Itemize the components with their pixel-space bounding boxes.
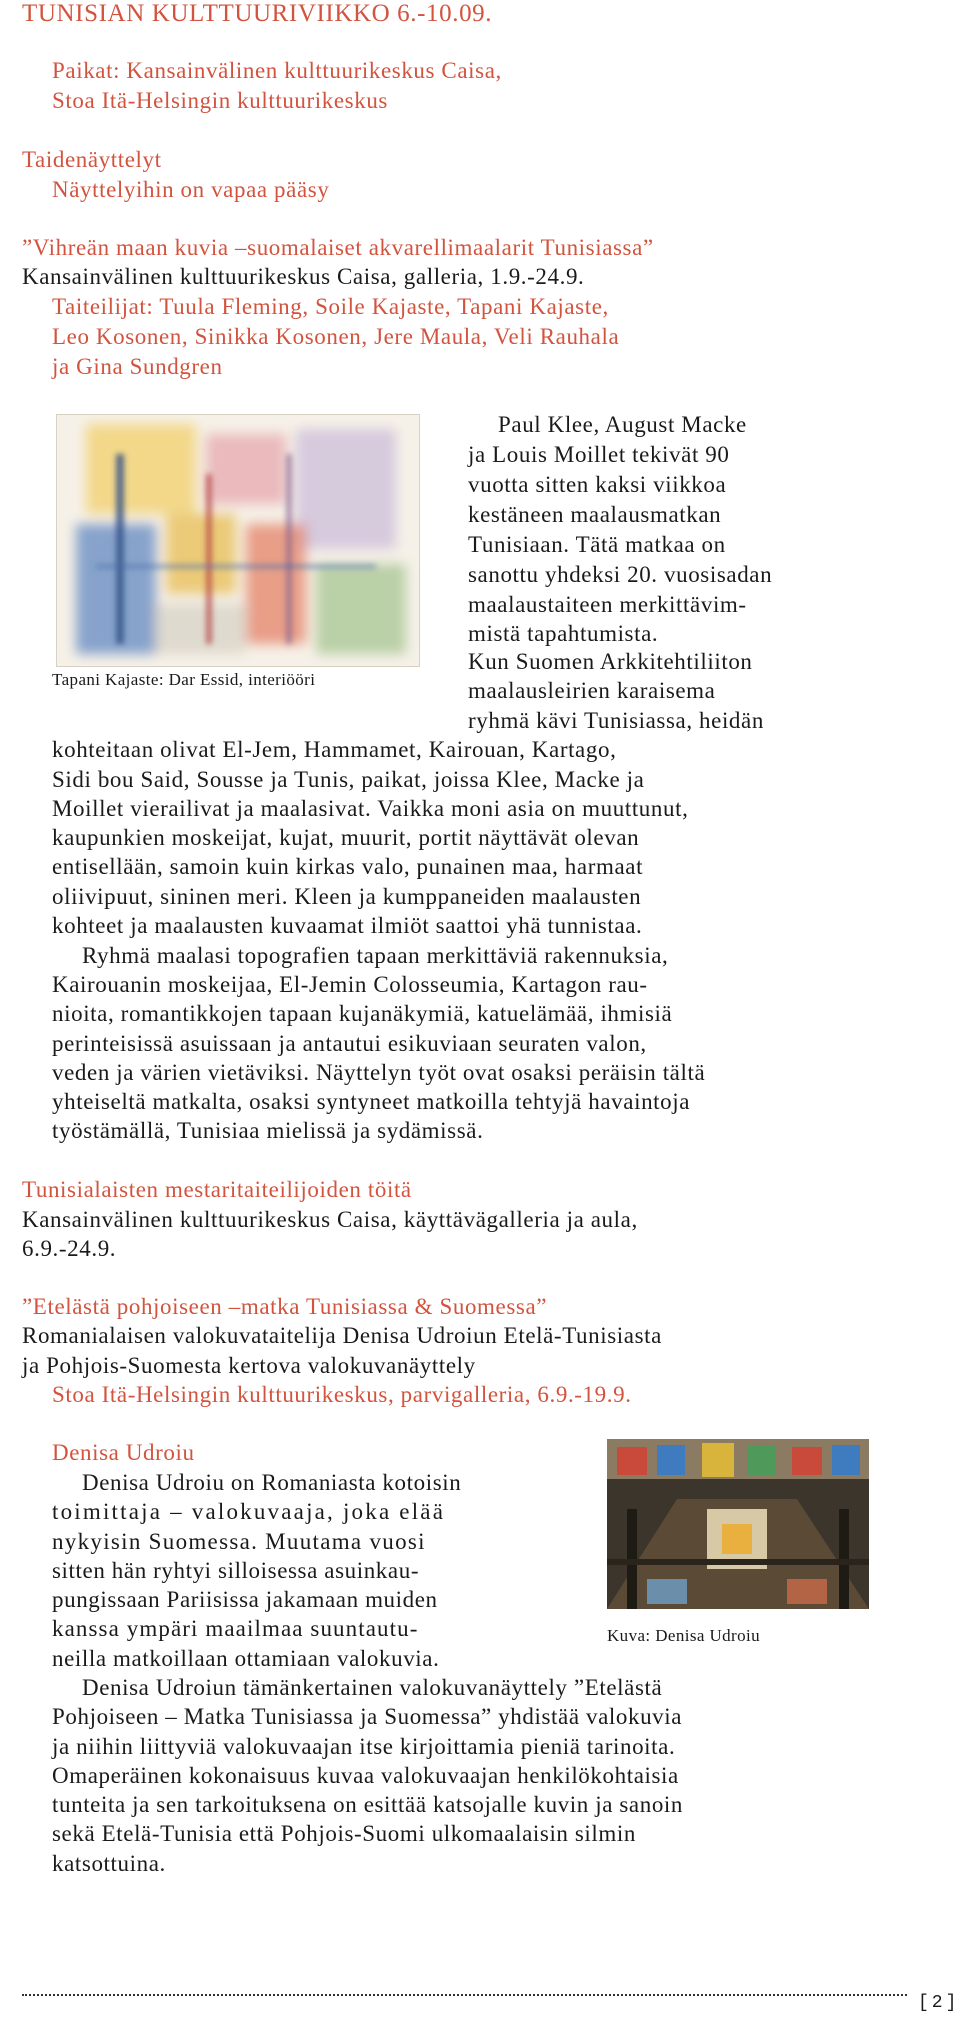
section3-place: Stoa Itä-Helsingin kulttuurikeskus, parvigalleria, 6.9.-19.9. — [52, 1382, 632, 1407]
section1-body-line: nioita, romantikkojen tapaan kujanäkymiä, katuelämää, ihmisiä — [52, 1001, 673, 1026]
venue-line: Paikat: Kansainvälinen kulttuurikeskus Caisa, — [52, 58, 502, 83]
section1-body-line: veden ja värien vietäviksi. Näyttelyn työt ovat osaksi peräisin tältä — [52, 1060, 706, 1085]
section4-side-line: Denisa Udroiu on Romaniasta kotoisin — [82, 1470, 462, 1495]
section3-line: Romanialaisen valokuvataitelija Denisa Udroiun Etelä-Tunisiasta — [22, 1323, 662, 1348]
section4-body-line: tunteita ja sen tarkoituksena on esittää katsojalle kuvin ja sanoin — [52, 1792, 684, 1817]
section1-side-line: maalausleirien karaisema — [468, 678, 716, 703]
section2-line: 6.9.-24.9. — [22, 1236, 117, 1261]
section2-title: Tunisialaisten mestaritaiteilijoiden töitä — [22, 1177, 412, 1202]
section1-side-line: sanottu yhdeksi 20. vuosisadan — [468, 562, 773, 587]
venue-line: Stoa Itä-Helsingin kulttuurikeskus — [52, 88, 388, 113]
photo-caption: Kuva: Denisa Udroiu — [607, 1626, 761, 1645]
section1-title: ”Vihreän maan kuvia –suomalaiset akvarellimaalarit Tunisiassa” — [22, 235, 654, 260]
section4-title: Denisa Udroiu — [52, 1440, 195, 1465]
section4-side-line: pungissaan Pariisissa jakamaan muiden — [52, 1587, 438, 1612]
section4-side-line: nykyisin Suomessa. Muutama vuosi — [52, 1529, 426, 1554]
section1-body-line: kohteitaan olivat El-Jem, Hammamet, Kairouan, Kartago, — [52, 737, 617, 762]
section4-side-line: kanssa ympäri maailmaa suuntautu- — [52, 1616, 419, 1641]
section1-body-line: Sidi bou Said, Sousse ja Tunis, paikat, joissa Klee, Macke ja — [52, 767, 645, 792]
section1-side-line: vuotta sitten kaksi viikkoa — [468, 472, 727, 497]
section4-body-line: sekä Etelä-Tunisia että Pohjois-Suomi ulkomaalaisin silmin — [52, 1821, 636, 1846]
section4-side-line: sitten hän ryhtyi silloisessa asuinkau- — [52, 1558, 420, 1583]
section1-body-line: Ryhmä maalasi topografien tapaan merkittäviä rakennuksia, — [82, 943, 669, 968]
section4-side-line: neilla matkoillaan ottamiaan valokuvia. — [52, 1646, 440, 1671]
section1-body-line: Kairouanin moskeijaa, El-Jemin Colosseumia, Kartagon rau- — [52, 972, 648, 997]
section1-body-line: perinteisissä asuissaan ja antautui esikuviaan seuraten valon, — [52, 1031, 647, 1056]
exhibitions-heading: Taidenäyttelyt — [22, 147, 162, 172]
section1-side-line: Paul Klee, August Macke — [498, 412, 747, 437]
section4-body-line: Denisa Udroiun tämänkertainen valokuvanäyttely ”Etelästä — [82, 1675, 663, 1700]
mosque-ceiling-photo — [607, 1439, 869, 1609]
section1-body-line: oliivipuut, sininen meri. Kleen ja kumppaneiden maalausten — [52, 884, 642, 909]
section1-side-line: Tunisiaan. Tätä matkaa on — [468, 532, 726, 557]
section1-side-line: kestäneen maalausmatkan — [468, 502, 722, 527]
section1-side-line: mistä tapahtumista. — [468, 621, 659, 646]
section1-side-line: ja Louis Moillet tekivät 90 — [468, 442, 730, 467]
free-entry-note: Näyttelyihin on vapaa pääsy — [52, 177, 330, 202]
section1-body-line: työstämällä, Tunisiaa mielissä ja sydämissä. — [52, 1118, 484, 1143]
painting-caption: Tapani Kajaste: Dar Essid, interiööri — [52, 670, 316, 689]
section1-body-line: entisellään, samoin kuin kirkas valo, punainen maa, harmaat — [52, 854, 644, 879]
section1-place: Kansainvälinen kulttuurikeskus Caisa, galleria, 1.9.-24.9. — [22, 264, 585, 289]
section1-artists: Taiteilijat: Tuula Fleming, Soile Kajaste, Tapani Kajaste, — [52, 294, 609, 319]
section1-body-line: kaupunkien moskeijat, kujat, muurit, portit näyttävät olevan — [52, 825, 640, 850]
section1-body-line: Moillet vierailivat ja maalasivat. Vaikka moni asia on muuttunut, — [52, 796, 689, 821]
section4-body-line: katsottuina. — [52, 1851, 166, 1876]
page-title: TUNISIAN KULTTUURIVIIKKO 6.-10.09. — [22, 0, 493, 27]
photo-illustration — [607, 1439, 869, 1609]
section1-side-line: ryhmä kävi Tunisiassa, heidän — [468, 708, 764, 733]
section2-line: Kansainvälinen kulttuurikeskus Caisa, käyttävägalleria ja aula, — [22, 1207, 638, 1232]
section1-artists: Leo Kosonen, Sinikka Kosonen, Jere Maula, Veli Rauhala — [52, 324, 620, 349]
section1-body-line: kohteet ja maalausten kuvaamat ilmiöt saattoi yhä tunnistaa. — [52, 913, 643, 938]
section4-side-line: toimittaja – valokuvaaja, joka elää — [52, 1499, 446, 1524]
section1-body-line: yhteiseltä matkalta, osaksi syntyneet matkoilla tehtyjä havaintoja — [52, 1089, 691, 1114]
section1-side-line: maalaustaiteen merkittävim- — [468, 592, 747, 617]
footer-dotted-rule — [22, 1994, 907, 1996]
watercolor-painting-image — [56, 414, 420, 667]
section3-line: ja Pohjois-Suomesta kertova valokuvanäyttely — [22, 1353, 476, 1378]
section4-body-line: ja niihin liittyviä valokuvaajan itse kirjoittamia pieniä tarinoita. — [52, 1734, 676, 1759]
page-number: [2] — [918, 1993, 960, 2013]
section4-body-line: Omaperäinen kokonaisuus kuvaa valokuvaajan henkilökohtaisia — [52, 1763, 679, 1788]
section3-title: ”Etelästä pohjoiseen –matka Tunisiassa & Suomessa” — [22, 1294, 548, 1319]
section4-body-line: Pohjoiseen – Matka Tunisiassa ja Suomessa” yhdistää valokuvia — [52, 1704, 683, 1729]
section1-artists: ja Gina Sundgren — [52, 354, 223, 379]
section1-side-line: Kun Suomen Arkkitehtiliiton — [468, 649, 753, 674]
watercolor-illustration — [56, 414, 420, 667]
